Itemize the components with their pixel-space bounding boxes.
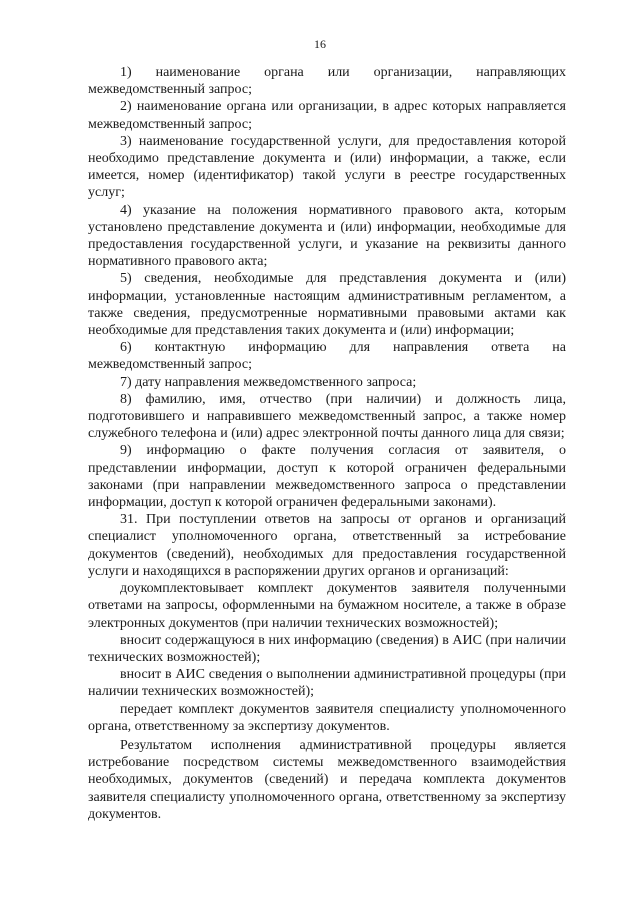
list-item-3: 3) наименование государственной услуги, для предоставления которой необходимо представление документа и (или) информации, а также, если имеется, номер (идентификатор) такой услуги в реестре государственных услуг; (88, 133, 566, 201)
list-item-4: 4) указание на положения нормативного правового акта, которым установлено представление документа и (или) информации, необходимые для предоставления государственной услуги, и указание на реквизиты данного нормативного правового акта; (88, 202, 566, 270)
list-item-9: 9) информацию о факте получения согласия от заявителя, о представлении информации, доступ к которой ограничен федеральными законами (при направлении межведомственного запроса о представлении информации, доступ к которой ограничен федеральными законами). (88, 443, 566, 511)
action-paragraph-4: передает комплект документов заявителя специалисту уполномоченного органа, ответственному за экспертизу документов. (88, 701, 566, 734)
document-body (88, 64, 566, 823)
list-item-1: 1) наименование органа или организации, направляющих межведомственный запрос; (88, 65, 566, 98)
list-item-2: 2) наименование органа или организации, в адрес которых направляется межведомственный запрос; (88, 99, 566, 132)
list-item-5: 5) сведения, необходимые для представления документа и (или) информации, установленные настоящим административным регламентом, а также сведения, предусмотренные нормативными правовыми актами как необходимые для представления таких документа и (или) информации; (88, 271, 566, 339)
result-paragraph: Результатом исполнения административной процедуры является истребование посредством системы межведомственного взаимодействия необходимых, документов (сведений) и передача комплекта документов заявителя специалисту уполномоченного органа, ответственному за экспертизу документов. (88, 737, 566, 822)
list-item-7: 7) дату направления межведомственного запроса; (120, 374, 417, 390)
action-paragraph-2: вносит содержащуюся в них информацию (сведения) в АИС (при наличии технических возможностей); (88, 632, 566, 665)
list-item-8: 8) фамилию, имя, отчество (при наличии) и должность лица, подготовившего и направившего межведомственный запрос, а также номер служебного телефона и (или) адрес электронной почты данного лица для связи; (88, 391, 566, 442)
list-item-6: 6) контактную информацию для направления ответа на межведомственный запрос; (88, 340, 566, 373)
action-paragraph-1: доукомплектовывает комплект документов заявителя полученными ответами на запросы, оформленными на бумажном носителе, а также в образе электронных документов (при наличии технических возможностей); (88, 581, 566, 631)
action-paragraph-3: вносит в АИС сведения о выполнении административной процедуры (при наличии технических возможностей); (88, 667, 566, 700)
page-number: 16 (314, 37, 326, 51)
section-31-paragraph: 31. При поступлении ответов на запросы от органов и организаций специалист уполномоченного органа, ответственный за истребование документов (сведений), необходимых для предоставления государственной услуги и находящихся в распоряжении других органов и организаций: (88, 512, 566, 579)
